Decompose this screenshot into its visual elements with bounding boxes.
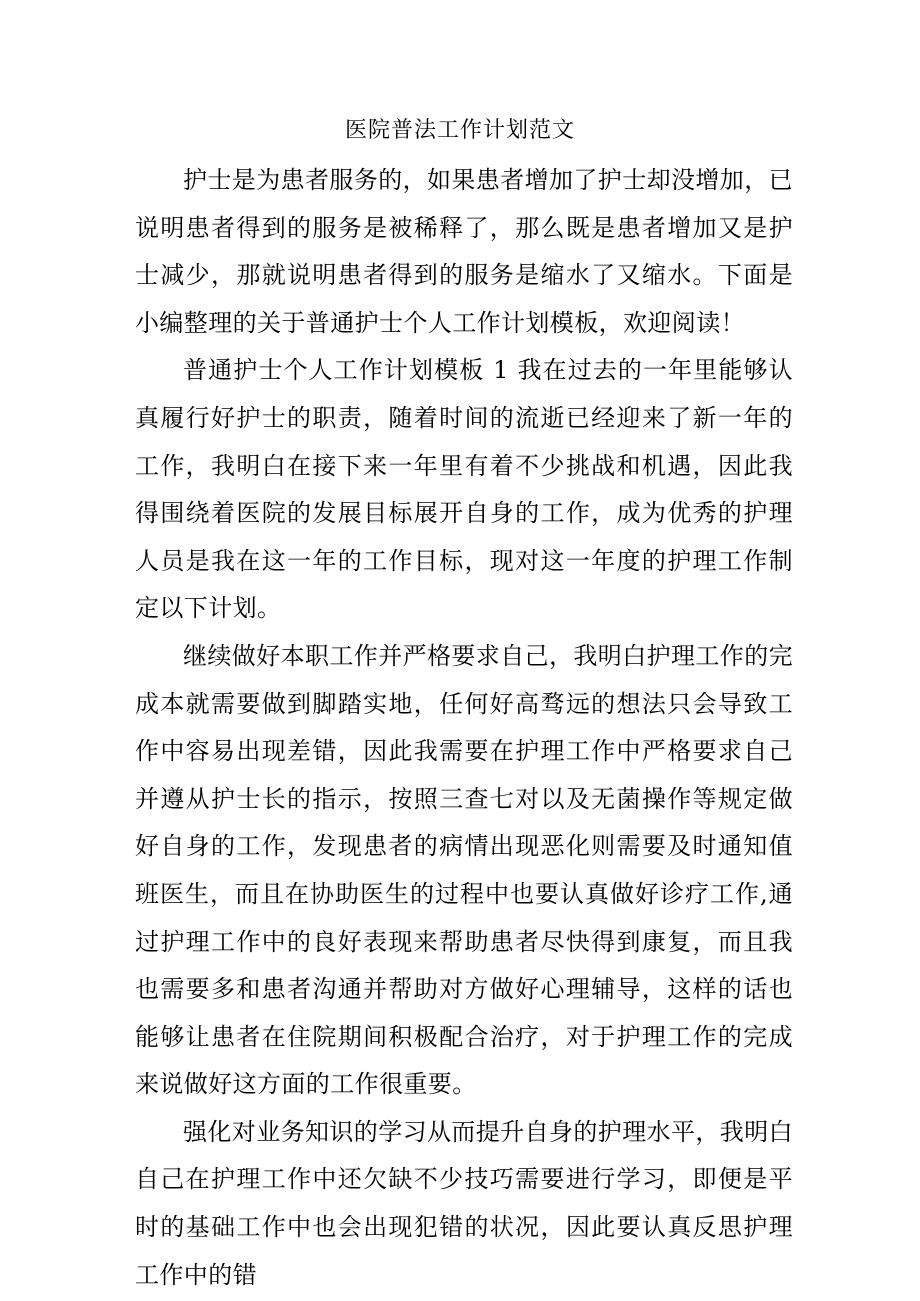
document-body [135,157,793,1299]
document-title: 医院普法工作计划范文 [344,118,575,143]
paragraph-template-1: 普通护士个人工作计划模板 1 我在过去的一年里能够认真履行好护士的职责，随着时间的流逝已经迎来了新一年的工作，我明白在接下来一年里有着不少挑战和机遇，因此我得围绕着医院的发展目标展开自身的工作，成为优秀的护理人员是我在这一年的工作目标，现对这一年度的护理工作制定以下计划。 [135,356,793,623]
paragraph-intro: 护士是为患者服务的，如果患者增加了护士却没增加，已说明患者得到的服务是被稀释了，那么既是患者增加又是护士减少，那就说明患者得到的服务是缩水了又缩水。下面是小编整理的关于普通护士个人工作计划模板，欢迎阅读！ [135,166,793,337]
paragraph-duty: 继续做好本职工作并严格要求自己，我明白护理工作的完成本就需要做到脚踏实地，任何好高骛远的想法只会导致工作中容易出现差错，因此我需要在护理工作中严格要求自己并遵从护士长的指示，按照三查七对以及无菌操作等规定做好自身的工作，发现患者的病情出现恶化则需要及时通知值班医生，而且在协助医生的过程中也要认真做好诊疗工作,通过护理工作中的良好表现来帮助患者尽快得到康复，而且我也需要多和患者沟通并帮助对方做好心理辅导，这样的话也能够让患者在住院期间积极配合治疗，对于护理工作的完成来说做好这方面的工作很重要。 [135,641,793,1099]
paragraph-study: 强化对业务知识的学习从而提升自身的护理水平，我明白自己在护理工作中还欠缺不少技巧需要进行学习，即便是平时的基础工作中也会出现犯错的状况，因此要认真反思护理工作中的错 [135,1117,793,1289]
